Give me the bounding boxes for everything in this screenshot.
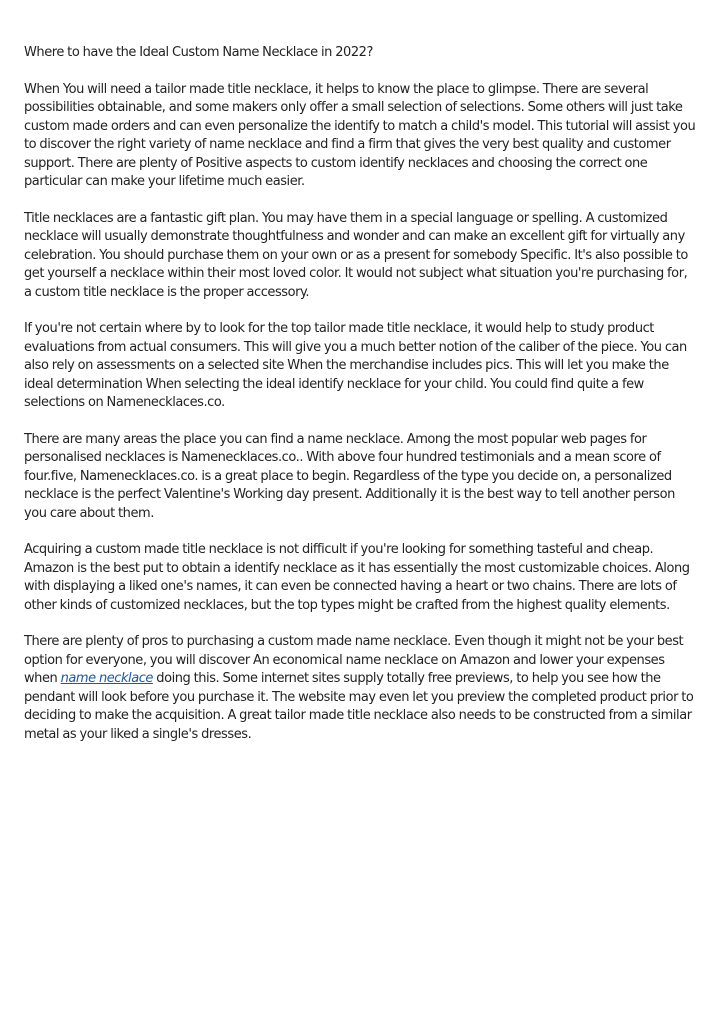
paragraph-6-text-before-link: There are plenty of pros to purchasing a custom made name necklace. Even though it might not be your best option for everyone, you will discover An economical name necklace on Amazon and lower your expenses when [24, 634, 684, 686]
name-necklace-link[interactable]: name necklace [60, 671, 153, 686]
paragraph-6 [24, 633, 698, 744]
document-title: Where to have the Ideal Custom Name Necklace in 2022? [24, 45, 373, 60]
paragraph-4: There are many areas the place you can find a name necklace. Among the most popular web pages for personalised necklaces is Namenecklaces.co.. With above four hundred testimonials and a mean score of four.five, Namenecklaces.co. is a great place to begin. Regardless of the type you decide on, a personalized necklace is the perfect Valentine's Working day present. Additionally it is the best way to tell another person you care about them. [24, 431, 675, 521]
paragraph-6-text-after-link: doing this. Some internet sites supply totally free previews, to help you see how the pendant will look before you purchase it. The website may even let you preview the completed product prior to deciding to make the acquisition. A great tailor made title necklace also needs to be constructed from a similar metal as your liked a single's dresses. [24, 671, 694, 742]
paragraph-2: Title necklaces are a fantastic gift plan. You may have them in a special language or spelling. A customized necklace will usually demonstrate thoughtfulness and wonder and can make an excellent gift for virtually any celebration. You should purchase them on your own or as a present for somebody Specific. It's also possible to get yourself a necklace within their most loved color. It would not subject what situation you're purchasing for, a custom title necklace is the proper accessory. [24, 210, 688, 300]
paragraph-1: When You will need a tailor made title necklace, it helps to know the place to glimpse. There are several possibilities obtainable, and some makers only offer a small selection of selections. Some others will just take custom made orders and can even personalize the identify to match a child's model. This tutorial will assist you to discover the right variety of name necklace and find a firm that gives the very best quality and customer support. There are plenty of Positive aspects to custom identify necklaces and choosing the correct one particular can make your lifetime much easier. [24, 81, 696, 189]
paragraph-5: Acquiring a custom made title necklace is not difficult if you're looking for something tasteful and cheap. Amazon is the best put to obtain a identify necklace as it has essentially the most customizable choices. Along with displaying a liked one's names, it can even be connected having a heart or two chains. There are lots of other kinds of customized necklaces, but the top types might be crafted from the highest quality elements. [24, 542, 690, 613]
paragraph-3: If you're not certain where by to look for the top tailor made title necklace, it would help to study product evaluations from actual consumers. This will give you a much better notion of the caliber of the piece. You can also rely on assessments on a selected site When the merchandise includes pics. This will let you make the ideal determination When selecting the ideal identify necklace for your child. You could find quite a few selections on Namenecklaces.co. [24, 321, 687, 410]
